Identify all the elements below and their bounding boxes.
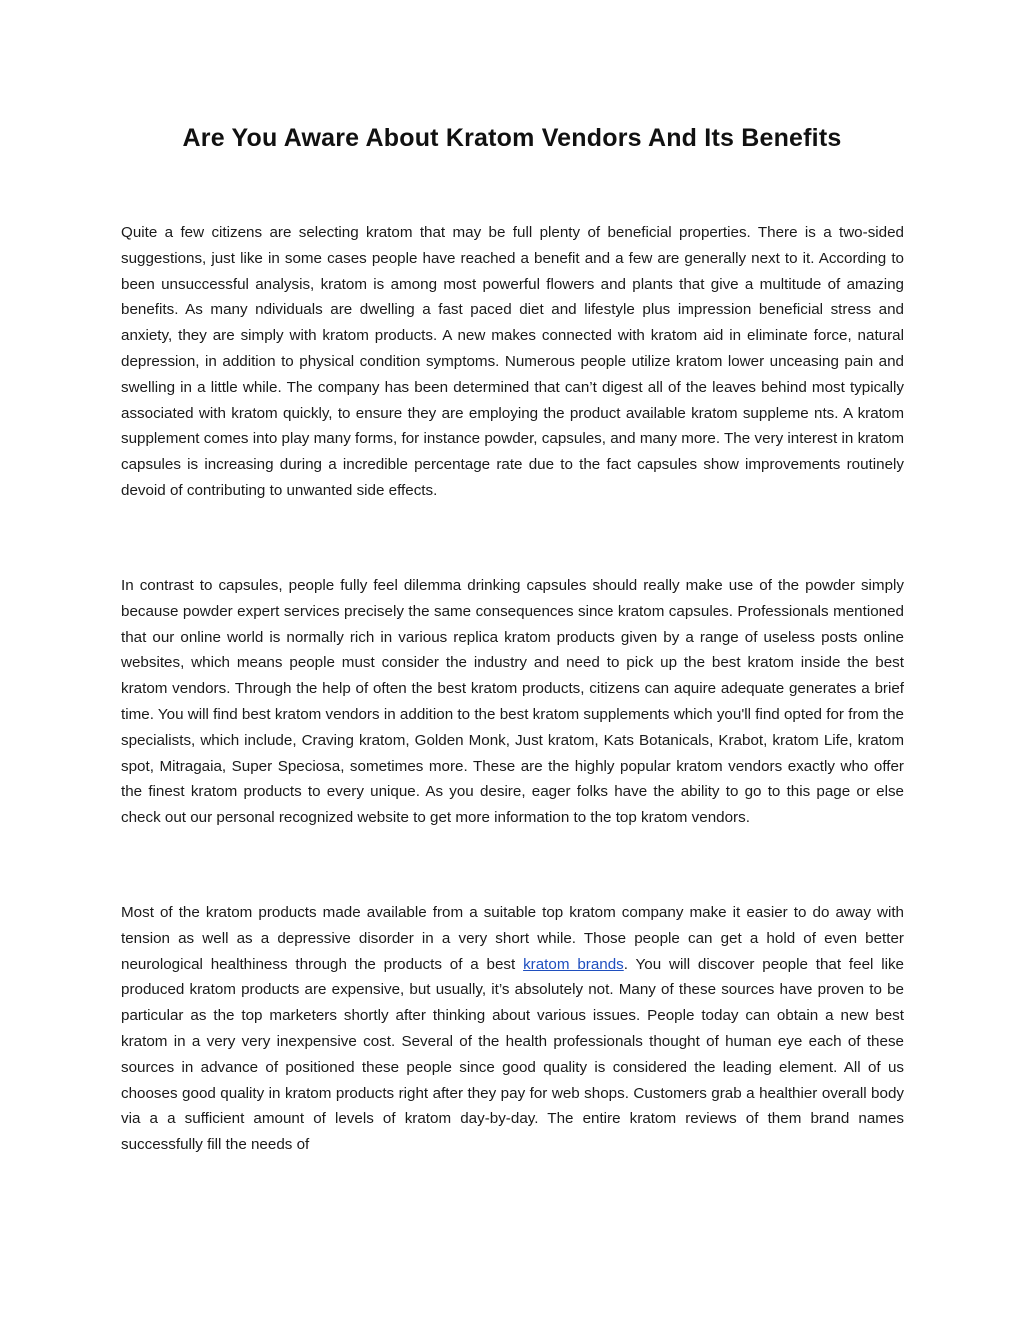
paragraph-3-text-after-link: . You will discover people that feel like produced kratom products are expensive, but usually, it’s absolutely not. Many of these sources have proven to be particular as the top marketers shortly after thinking about various issues. People today can obtain a new best kratom in a very very inexpensive cost. Several of the health professionals thought of human eye each of these sources in advance of positioned these people since good quality is considered the leading element. All of us chooses good quality in kratom products right after they pay for web shops. Customers grab a healthier overall body via a a sufficient amount of levels of kratom day-by-day. The entire kratom reviews of them brand names successfully fill the needs of bbox=[121, 955, 905, 1154]
paragraph-3-text-before-link: Most of the kratom products made available from a suitable top kratom company make it easier to do away with tension as well as a depressive disorder in a very short while. Those people can get a hold of even better neurological healthiness through the products of a best bbox=[121, 904, 904, 973]
paragraph-1: Quite a few citizens are selecting kratom that may be full plenty of beneficial properties. There is a two-sided suggestions, just like in some cases people have reached a benefit and a few are generally next to it. According to been unsuccessful analysis, kratom is among most powerful flowers and plants that give a multitude of amazing benefits. As many ndividuals are dwelling a fast paced diet and lifestyle plus impression beneficial stress and anxiety, they are simply with kratom products. A new makes connected with kratom aid in eliminate force, natural depression, in addition to physical condition symptoms. Numerous people utilize kratom lower unceasing pain and swelling in a little while. The company has been determined that can’t digest all of the leaves behind most typically associated with kratom quickly, to ensure they are employing the product available kratom suppleme nts. A kratom supplement comes into play many forms, for instance powder, capsules, and many more. The very interest in kratom capsules is increasing during a incredible percentage rate due to the fact capsules show improvements routinely devoid of contributing to unwanted side effects. bbox=[121, 224, 904, 499]
kratom-brands-link[interactable]: kratom brands bbox=[523, 955, 624, 973]
document-title: Are You Aware About Kratom Vendors And Its Benefits bbox=[182, 124, 842, 152]
paragraph-3 bbox=[121, 900, 904, 1158]
paragraph-2: In contrast to capsules, people fully feel dilemma drinking capsules should really make use of the powder simply because powder expert services precisely the same consequences since kratom capsules. Professionals mentioned that our online world is normally rich in various replica kratom products given by a range of useless posts online websites, which means people must consider the industry and need to pick up the best kratom inside the best kratom vendors. Through the help of often the best kratom products, citizens can aquire adequate generates a brief time. You will find best kratom vendors in addition to the best kratom supplements which you'll find opted for from the specialists, which include, Craving kratom, Golden Monk, Just kratom, Kats Botanicals, Krabot, kratom Life, kratom spot, Mitragaia, Super Speciosa, sometimes more. These are the highly popular kratom vendors exactly who offer the finest kratom products to every unique. As you desire, eager folks have the ability to go to this page or else check out our personal recognized website to get more information to the top kratom vendors. bbox=[121, 577, 904, 827]
